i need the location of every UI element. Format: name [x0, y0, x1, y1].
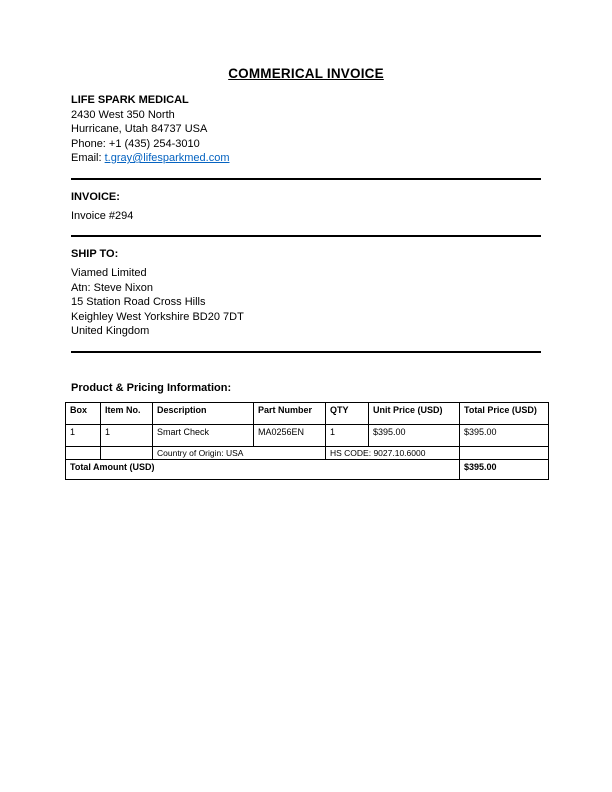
divider-company	[71, 178, 541, 180]
company-address-line2: Hurricane, Utah 84737 USA	[71, 123, 208, 135]
table-header-row	[66, 402, 549, 424]
cell-item-no: 1	[101, 424, 153, 446]
col-header-total-price: Total Price (USD)	[460, 402, 549, 424]
cell-total-value: $395.00	[460, 459, 549, 479]
cell-description: Smart Check	[153, 424, 254, 446]
divider-invoice	[71, 235, 541, 237]
invoice-heading: INVOICE:	[71, 190, 120, 203]
cell-total-price: $395.00	[460, 424, 549, 446]
cell-empty	[66, 446, 101, 459]
col-header-description: Description	[153, 402, 254, 424]
pricing-table	[65, 402, 549, 480]
cell-box: 1	[66, 424, 101, 446]
ship-to-heading: SHIP TO:	[71, 248, 119, 260]
email-link[interactable]: t.gray@lifesparkmed.com	[104, 152, 230, 164]
invoice-content	[71, 93, 541, 396]
products-heading: Product & Pricing Information:	[71, 381, 232, 394]
invoice-section	[71, 189, 541, 224]
divider-ship-to	[71, 351, 541, 353]
cell-part-number: MA0256EN	[254, 424, 326, 446]
page-title: COMMERICAL INVOICE	[228, 66, 384, 81]
company-phone: Phone: +1 (435) 254-3010	[71, 137, 200, 150]
ship-to-line: Atn: Steve Nixon	[71, 281, 153, 294]
company-address-line1: 2430 West 350 North	[71, 108, 175, 121]
cell-total-label: Total Amount (USD)	[66, 459, 460, 479]
col-header-item-no: Item No.	[101, 402, 153, 424]
table-row-item	[66, 424, 549, 446]
cell-unit-price: $395.00	[369, 424, 460, 446]
ship-to-line: United Kingdom	[71, 325, 150, 337]
company-block	[71, 93, 541, 166]
ship-to-line: Keighley West Yorkshire BD20 7DT	[71, 310, 244, 323]
company-email-line	[71, 151, 541, 166]
invoice-number: Invoice #294	[71, 209, 134, 222]
col-header-qty: QTY	[326, 402, 369, 424]
col-header-box: Box	[66, 402, 101, 424]
ship-to-line: 15 Station Road Cross Hills	[71, 296, 206, 308]
cell-empty	[101, 446, 153, 459]
cell-country-of-origin: Country of Origin: USA	[153, 446, 326, 459]
table-row-total	[66, 459, 549, 479]
col-header-part-number: Part Number	[254, 402, 326, 424]
ship-to-address	[71, 266, 541, 339]
cell-empty	[460, 446, 549, 459]
email-label: Email:	[71, 152, 105, 164]
cell-qty: 1	[326, 424, 369, 446]
ship-to-line: Viamed Limited	[71, 267, 147, 279]
cell-hs-code: HS CODE: 9027.10.6000	[326, 446, 460, 459]
col-header-unit-price: Unit Price (USD)	[369, 402, 460, 424]
ship-to-section	[71, 246, 541, 339]
table-row-origin	[66, 446, 549, 459]
company-name: LIFE SPARK MEDICAL	[71, 94, 189, 106]
